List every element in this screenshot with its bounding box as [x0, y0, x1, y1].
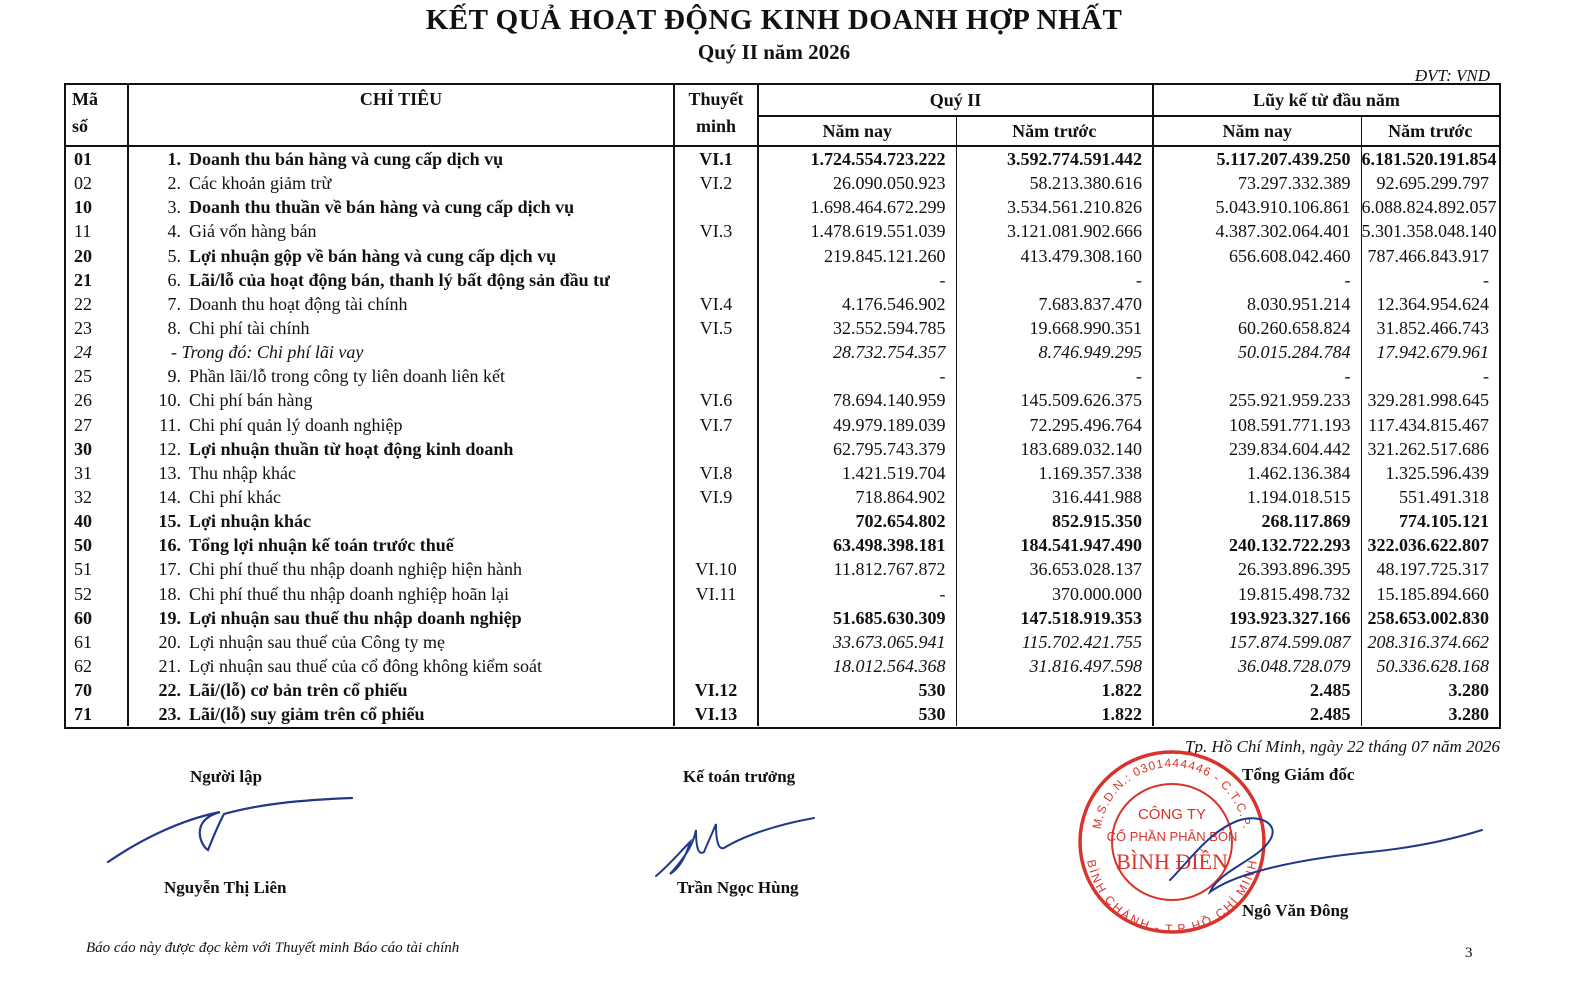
ytd-current-year: 255.921.959.233 [1153, 388, 1361, 412]
row-note-ref [674, 195, 758, 219]
table-row [66, 244, 1499, 268]
row-note-ref [674, 437, 758, 461]
row-code: 50 [66, 533, 128, 557]
row-label-text: Giá vốn hàng bán [189, 221, 317, 242]
ytd-current-year: 268.117.869 [1153, 509, 1361, 533]
accountant-title: Kế toán trưởng [683, 767, 796, 786]
row-note-ref [674, 509, 758, 533]
svg-text:CÔNG TY: CÔNG TY [1137, 806, 1207, 823]
row-code: 24 [66, 340, 128, 364]
row-label [128, 388, 674, 412]
ytd-current-year: 8.030.951.214 [1153, 292, 1361, 316]
row-label [128, 702, 674, 726]
ytd-current-year: 656.608.042.460 [1153, 244, 1361, 268]
ytd-previous-year: 6.181.520.191.854 [1361, 149, 1497, 170]
row-index: 14. [158, 487, 181, 508]
ytd-current-year: 4.387.302.064.401 [1153, 219, 1361, 243]
ytd-previous-year: 1.325.596.439 [1385, 462, 1489, 483]
table-row [66, 654, 1499, 678]
row-index: 5. [167, 245, 181, 266]
row-note-ref [674, 268, 758, 292]
row-label [128, 533, 674, 557]
table-row [66, 413, 1499, 437]
row-note-ref: VI.7 [674, 413, 758, 437]
row-code: 60 [66, 606, 128, 630]
header-chi-tieu: CHỈ TIÊU [128, 85, 674, 146]
ytd-current-year: 36.048.728.079 [1153, 654, 1361, 678]
row-code: 10 [66, 195, 128, 219]
quarter-previous-year: 1.169.357.338 [956, 461, 1153, 485]
svg-text:BÌNH ĐIỀN: BÌNH ĐIỀN [1116, 849, 1228, 874]
row-label-text: Lãi/(lỗ) suy giảm trên cổ phiếu [189, 704, 425, 725]
row-code: 61 [66, 630, 128, 654]
row-index: 13. [158, 462, 181, 483]
header-quy-ii: Quý II [758, 85, 1153, 116]
quarter-previous-year: 72.295.496.764 [956, 413, 1153, 437]
row-index: 2. [167, 173, 181, 194]
row-label [128, 364, 674, 388]
row-index: 1. [167, 149, 181, 170]
row-note-ref: VI.4 [674, 292, 758, 316]
quarter-previous-year: - [956, 268, 1153, 292]
row-index: 12. [158, 438, 181, 459]
row-label-text: Lợi nhuận sau thuế của Công ty mẹ [189, 631, 445, 652]
table-row [66, 316, 1499, 340]
row-code: 22 [66, 292, 128, 316]
quarter-current-year: 1.421.519.704 [758, 461, 956, 485]
ytd-current-year: 2.485 [1153, 702, 1361, 726]
table-row [66, 533, 1499, 557]
row-label-text: Chi phí thuế thu nhập doanh nghiệp hoãn lại [189, 583, 509, 604]
row-label [128, 146, 674, 171]
header-quy-nam-truoc: Năm trước [956, 116, 1153, 146]
row-code: 23 [66, 316, 128, 340]
table-row [66, 606, 1499, 630]
preparer-signature [100, 790, 360, 870]
row-label-text: Lợi nhuận sau thuế của cổ đông không kiểm soát [189, 656, 542, 677]
row-code: 21 [66, 268, 128, 292]
ytd-previous-year: 322.036.622.807 [1367, 535, 1489, 556]
preparer-title: Người lập [190, 767, 263, 786]
row-index: 20. [158, 631, 181, 652]
row-label [128, 340, 674, 364]
ytd-current-year: - [1153, 364, 1361, 388]
row-label [128, 292, 674, 316]
row-label-text: Chi phí khác [189, 487, 281, 508]
ytd-current-year: 5.043.910.106.861 [1153, 195, 1361, 219]
header-luy-ke: Lũy kế từ đầu năm [1153, 85, 1499, 116]
ytd-current-year: 19.815.498.732 [1153, 582, 1361, 606]
row-index: 17. [158, 559, 181, 580]
quarter-previous-year: 115.702.421.755 [956, 630, 1153, 654]
quarter-previous-year: 183.689.032.140 [956, 437, 1153, 461]
row-label-text: Lãi/lỗ của hoạt động bán, thanh lý bất động sản đầu tư [189, 269, 610, 290]
row-index: 23. [158, 704, 181, 725]
quarter-current-year: 718.864.902 [758, 485, 956, 509]
row-label-text: Các khoản giảm trừ [189, 173, 332, 194]
row-code: 20 [66, 244, 128, 268]
ytd-current-year: 73.297.332.389 [1153, 171, 1361, 195]
quarter-current-year: 1.724.554.723.222 [758, 146, 956, 171]
header-luyke-nam-nay: Năm nay [1153, 116, 1361, 146]
row-label [128, 316, 674, 340]
quarter-current-year: - [758, 364, 956, 388]
director-signature [1130, 800, 1490, 900]
row-note-ref: VI.1 [674, 146, 758, 171]
quarter-current-year: 4.176.546.902 [758, 292, 956, 316]
quarter-previous-year: 147.518.919.353 [956, 606, 1153, 630]
row-label [128, 171, 674, 195]
ytd-current-year: 108.591.771.193 [1153, 413, 1361, 437]
quarter-previous-year: 316.441.988 [956, 485, 1153, 509]
row-label [128, 461, 674, 485]
ytd-previous-year: 3.280 [1448, 680, 1489, 701]
row-code: 30 [66, 437, 128, 461]
ytd-previous-year: 5.301.358.048.140 [1361, 221, 1497, 242]
row-label [128, 437, 674, 461]
header-luyke-nam-truoc: Năm trước [1361, 116, 1499, 146]
ytd-previous-year: 787.466.843.917 [1367, 245, 1489, 266]
quarter-current-year: 26.090.050.923 [758, 171, 956, 195]
row-note-ref: VI.13 [674, 702, 758, 726]
ytd-previous-year: 48.197.725.317 [1376, 559, 1489, 580]
ytd-current-year: 193.923.327.166 [1153, 606, 1361, 630]
quarter-current-year: 11.812.767.872 [758, 557, 956, 581]
row-code: 70 [66, 678, 128, 702]
ytd-previous-year: 117.434.815.467 [1368, 414, 1489, 435]
table-row [66, 146, 1499, 171]
quarter-previous-year: 8.746.949.295 [956, 340, 1153, 364]
ytd-current-year: 60.260.658.824 [1153, 316, 1361, 340]
row-index: 15. [158, 511, 181, 532]
ytd-previous-year: 321.262.517.686 [1367, 438, 1489, 459]
quarter-current-year: 49.979.189.039 [758, 413, 956, 437]
quarter-current-year: 51.685.630.309 [758, 606, 956, 630]
row-index: 4. [167, 221, 181, 242]
footer-note: Báo cáo này được đọc kèm với Thuyết minh Báo cáo tài chính [86, 940, 460, 956]
row-label-text: Tổng lợi nhuận kế toán trước thuế [189, 535, 454, 556]
ytd-previous-year: 31.852.466.743 [1376, 318, 1489, 339]
row-label-text: Phần lãi/lỗ trong công ty liên doanh liên kết [189, 366, 505, 387]
quarter-current-year: 530 [758, 678, 956, 702]
ytd-previous-year: 12.364.954.624 [1376, 293, 1489, 314]
ytd-previous-year: 208.316.374.662 [1367, 631, 1489, 652]
quarter-current-year: - [758, 582, 956, 606]
table-row [66, 630, 1499, 654]
row-index: 22. [158, 680, 181, 701]
row-code: 26 [66, 388, 128, 412]
ytd-current-year: 2.485 [1153, 678, 1361, 702]
row-index: 7. [167, 293, 181, 314]
row-code: 27 [66, 413, 128, 437]
row-label [128, 630, 674, 654]
quarter-previous-year: 370.000.000 [956, 582, 1153, 606]
currency-unit: ĐVT: VND [1414, 66, 1490, 85]
row-label [128, 244, 674, 268]
row-label [128, 582, 674, 606]
row-code: 40 [66, 509, 128, 533]
quarter-current-year: 33.673.065.941 [758, 630, 956, 654]
row-note-ref [674, 244, 758, 268]
row-label [128, 606, 674, 630]
row-label-text: Chi phí bán hàng [189, 390, 313, 411]
table-row [66, 437, 1499, 461]
row-index: 19. [158, 607, 181, 628]
row-index: 8. [167, 318, 181, 339]
quarter-previous-year: 3.592.774.591.442 [956, 146, 1153, 171]
row-code: 11 [66, 219, 128, 243]
quarter-previous-year: - [956, 364, 1153, 388]
quarter-previous-year: 19.668.990.351 [956, 316, 1153, 340]
row-label-text: Lợi nhuận khác [189, 511, 312, 532]
header-quy-nam-nay: Năm nay [758, 116, 956, 146]
preparer-name: Nguyễn Thị Liên [164, 878, 287, 897]
row-label-text: Lợi nhuận thuần từ hoạt động kinh doanh [189, 438, 514, 459]
ytd-current-year: 157.874.599.087 [1153, 630, 1361, 654]
row-label-text: Doanh thu thuần về bán hàng và cung cấp dịch vụ [189, 197, 575, 218]
quarter-current-year: 702.654.802 [758, 509, 956, 533]
table-row [66, 678, 1499, 702]
table-row [66, 340, 1499, 364]
report-title: KẾT QUẢ HOẠT ĐỘNG KINH DOANH HỢP NHẤT [425, 4, 1123, 36]
table-row [66, 702, 1499, 726]
row-code: 32 [66, 485, 128, 509]
ytd-current-year: 26.393.896.395 [1153, 557, 1361, 581]
row-label [128, 557, 674, 581]
table-row [66, 292, 1499, 316]
table-body [66, 146, 1499, 726]
row-note-ref [674, 654, 758, 678]
signing-date: Tp. Hồ Chí Minh, ngày 22 tháng 07 năm 2026 [1185, 737, 1500, 756]
quarter-previous-year: 852.915.350 [956, 509, 1153, 533]
quarter-previous-year: 36.653.028.137 [956, 557, 1153, 581]
ytd-previous-year: 17.942.679.961 [1376, 342, 1489, 363]
ytd-previous-year: 50.336.628.168 [1376, 656, 1489, 677]
ytd-current-year: 239.834.604.442 [1153, 437, 1361, 461]
row-label-text: Chi phí thuế thu nhập doanh nghiệp hiện hành [189, 559, 522, 580]
row-index: 3. [167, 197, 181, 218]
row-label-text: Chi phí tài chính [189, 318, 310, 339]
row-index: 9. [167, 366, 181, 387]
quarter-current-year: 18.012.564.368 [758, 654, 956, 678]
row-label-text: Doanh thu bán hàng và cung cấp dịch vụ [189, 149, 504, 170]
row-label-text: - Trong đó: Chi phí lãi vay [171, 342, 364, 363]
table-row [66, 388, 1499, 412]
table-row [66, 509, 1499, 533]
svg-text:M.S.D.N.: 0301444446 - C.T.C.P: M.S.D.N.: 0301444446 - C.T.C.P. [1089, 755, 1255, 831]
row-note-ref: VI.9 [674, 485, 758, 509]
report-period: Quý II năm 2026 [697, 40, 851, 64]
row-code: 02 [66, 171, 128, 195]
row-index: 11. [159, 414, 181, 435]
ytd-previous-year: - [1483, 366, 1489, 387]
table-row [66, 195, 1499, 219]
row-note-ref: VI.5 [674, 316, 758, 340]
ytd-previous-year: 92.695.299.797 [1376, 173, 1489, 194]
row-code: 71 [66, 702, 128, 726]
row-index: 18. [158, 583, 181, 604]
quarter-previous-year: 3.121.081.902.666 [956, 219, 1153, 243]
quarter-current-year: 32.552.594.785 [758, 316, 956, 340]
quarter-previous-year: 1.822 [956, 702, 1153, 726]
ytd-current-year: 5.117.207.439.250 [1153, 146, 1361, 171]
row-code: 52 [66, 582, 128, 606]
row-label [128, 195, 674, 219]
quarter-current-year: 63.498.398.181 [758, 533, 956, 557]
table-row [66, 219, 1499, 243]
ytd-current-year: 1.462.136.384 [1153, 461, 1361, 485]
row-label [128, 678, 674, 702]
row-note-ref: VI.12 [674, 678, 758, 702]
row-label-text: Chi phí quản lý doanh nghiệp [189, 414, 403, 435]
ytd-previous-year: 3.280 [1448, 704, 1489, 725]
row-label [128, 485, 674, 509]
director-title: Tổng Giám đốc [1242, 765, 1355, 784]
ytd-previous-year: 6.088.824.892.057 [1361, 197, 1497, 218]
row-label [128, 509, 674, 533]
row-label [128, 654, 674, 678]
row-note-ref [674, 340, 758, 364]
quarter-previous-year: 184.541.947.490 [956, 533, 1153, 557]
row-code: 31 [66, 461, 128, 485]
row-note-ref: VI.2 [674, 171, 758, 195]
row-index: 16. [158, 535, 181, 556]
row-note-ref: VI.11 [674, 582, 758, 606]
row-code: 25 [66, 364, 128, 388]
ytd-current-year: 50.015.284.784 [1153, 340, 1361, 364]
director-name: Ngô Văn Đông [1242, 901, 1349, 920]
svg-text:CỔ PHẦN PHÂN BÓN: CỔ PHẦN PHÂN BÓN [1106, 829, 1238, 844]
row-label-text: Lãi/(lỗ) cơ bản trên cổ phiếu [189, 680, 408, 701]
quarter-previous-year: 3.534.561.210.826 [956, 195, 1153, 219]
ytd-current-year: 240.132.722.293 [1153, 533, 1361, 557]
ytd-previous-year: 551.491.318 [1399, 487, 1489, 508]
row-note-ref [674, 630, 758, 654]
quarter-previous-year: 58.213.380.616 [956, 171, 1153, 195]
row-note-ref: VI.3 [674, 219, 758, 243]
header-thuyet-minh: Thuyết minh [674, 85, 758, 146]
table-row [66, 557, 1499, 581]
row-label [128, 413, 674, 437]
ytd-previous-year: 258.653.002.830 [1367, 607, 1489, 628]
row-code: 01 [66, 146, 128, 171]
income-statement-table [64, 83, 1501, 729]
quarter-current-year: - [758, 268, 956, 292]
row-label-text: Lợi nhuận gộp về bán hàng và cung cấp dịch vụ [189, 245, 557, 266]
ytd-previous-year: - [1483, 269, 1489, 290]
row-note-ref [674, 364, 758, 388]
row-index: 10. [158, 390, 181, 411]
ytd-previous-year: 329.281.998.645 [1367, 390, 1489, 411]
row-index: 21. [158, 656, 181, 677]
svg-text:BÌNH CHÁNH - T.P HỒ CHÍ MINH: BÌNH CHÁNH - T.P HỒ CHÍ MINH [1084, 858, 1260, 937]
ytd-previous-year: 15.185.894.660 [1376, 583, 1489, 604]
table-row [66, 485, 1499, 509]
quarter-current-year: 1.478.619.551.039 [758, 219, 956, 243]
ytd-previous-year: 774.105.121 [1399, 511, 1489, 532]
page-number: 3 [1465, 945, 1473, 961]
quarter-current-year: 1.698.464.672.299 [758, 195, 956, 219]
quarter-previous-year: 1.822 [956, 678, 1153, 702]
row-note-ref: VI.8 [674, 461, 758, 485]
row-label-text: Lợi nhuận sau thuế thu nhập doanh nghiệp [189, 607, 522, 628]
table-row [66, 364, 1499, 388]
ytd-current-year: 1.194.018.515 [1153, 485, 1361, 509]
table-row [66, 582, 1499, 606]
row-index: 6. [167, 269, 181, 290]
quarter-previous-year: 31.816.497.598 [956, 654, 1153, 678]
row-code: 51 [66, 557, 128, 581]
row-label-text: Doanh thu hoạt động tài chính [189, 293, 408, 314]
header-ma-so: Mã số [66, 85, 128, 146]
accountant-signature [650, 812, 820, 882]
quarter-current-year: 28.732.754.357 [758, 340, 956, 364]
row-label [128, 219, 674, 243]
accountant-name: Trần Ngọc Hùng [677, 878, 799, 897]
quarter-current-year: 219.845.121.260 [758, 244, 956, 268]
row-note-ref [674, 606, 758, 630]
row-note-ref [674, 533, 758, 557]
table-row [66, 268, 1499, 292]
quarter-previous-year: 145.509.626.375 [956, 388, 1153, 412]
table-row [66, 171, 1499, 195]
quarter-current-year: 530 [758, 702, 956, 726]
row-note-ref: VI.6 [674, 388, 758, 412]
quarter-previous-year: 413.479.308.160 [956, 244, 1153, 268]
ytd-current-year: - [1153, 268, 1361, 292]
row-code: 62 [66, 654, 128, 678]
quarter-previous-year: 7.683.837.470 [956, 292, 1153, 316]
row-label-text: Thu nhập khác [189, 462, 296, 483]
quarter-current-year: 78.694.140.959 [758, 388, 956, 412]
quarter-current-year: 62.795.743.379 [758, 437, 956, 461]
table-row [66, 461, 1499, 485]
row-note-ref: VI.10 [674, 557, 758, 581]
row-label [128, 268, 674, 292]
